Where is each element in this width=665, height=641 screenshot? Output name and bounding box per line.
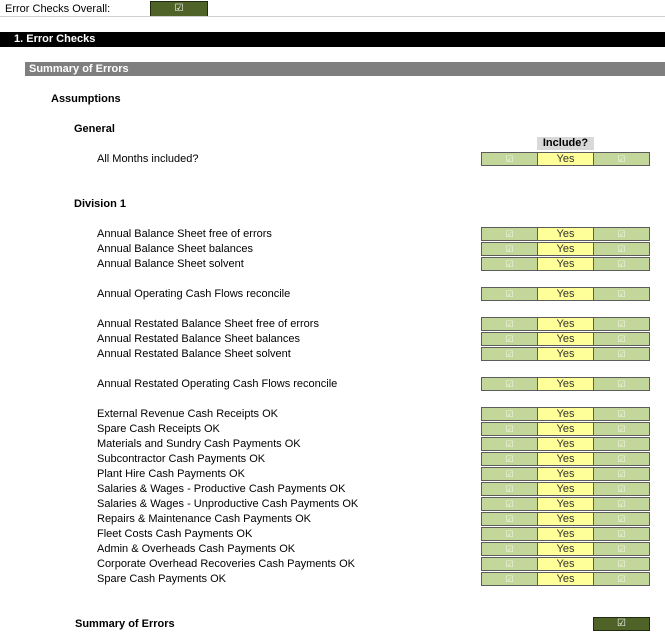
include-select[interactable]: Yes <box>537 317 594 331</box>
check-status-icon: ☑ <box>481 287 538 301</box>
divider <box>0 16 665 17</box>
include-select[interactable]: Yes <box>537 287 594 301</box>
check-status-icon: ☑ <box>481 347 538 361</box>
check-status-icon: ☑ <box>481 257 538 271</box>
check-row-label: Annual Balance Sheet balances <box>97 243 253 255</box>
check-row-label: Spare Cash Payments OK <box>97 573 227 585</box>
include-select[interactable]: Yes <box>537 407 594 421</box>
include-select[interactable]: Yes <box>537 557 594 571</box>
include-select[interactable]: Yes <box>537 497 594 511</box>
check-row-label: Spare Cash Receipts OK <box>97 423 220 435</box>
check-status-icon: ☑ <box>481 407 538 421</box>
include-select[interactable]: Yes <box>537 467 594 481</box>
include-select[interactable]: Yes <box>537 227 594 241</box>
check-row-label: Annual Balance Sheet solvent <box>97 258 244 270</box>
include-select[interactable]: Yes <box>537 377 594 391</box>
include-select[interactable]: Yes <box>537 527 594 541</box>
check-row-label: Salaries & Wages - Unproductive Cash Payments OK <box>97 498 359 510</box>
check-row-label: Subcontractor Cash Payments OK <box>97 453 266 465</box>
check-row-label: Materials and Sundry Cash Payments OK <box>97 438 301 450</box>
include-select[interactable]: Yes <box>537 452 594 466</box>
check-row-label: Annual Restated Balance Sheet solvent <box>97 348 291 360</box>
result-status-icon: ☑ <box>593 452 650 466</box>
check-status-icon: ☑ <box>481 557 538 571</box>
result-status-icon: ☑ <box>593 527 650 541</box>
assumptions-heading: Assumptions <box>51 93 121 105</box>
result-status-icon: ☑ <box>593 437 650 451</box>
check-status-icon: ☑ <box>481 572 538 586</box>
result-status-icon: ☑ <box>593 512 650 526</box>
check-status-icon: ☑ <box>481 227 538 241</box>
result-status-icon: ☑ <box>593 572 650 586</box>
check-status-icon: ☑ <box>481 512 538 526</box>
result-status-icon: ☑ <box>593 407 650 421</box>
summary-of-errors-bar: Summary of Errors <box>25 62 665 76</box>
result-status-icon: ☑ <box>593 227 650 241</box>
check-status-icon: ☑ <box>481 452 538 466</box>
summary-checkbox-checked-icon[interactable]: ☑ <box>593 617 650 631</box>
include-select[interactable]: Yes <box>537 332 594 346</box>
check-status-icon: ☑ <box>481 482 538 496</box>
result-status-icon: ☑ <box>593 422 650 436</box>
check-status-icon: ☑ <box>481 332 538 346</box>
result-status-icon: ☑ <box>593 542 650 556</box>
check-status-icon: ☑ <box>481 542 538 556</box>
result-status-icon: ☑ <box>593 347 650 361</box>
check-status-icon: ☑ <box>481 152 538 166</box>
check-row-label: Annual Balance Sheet free of errors <box>97 228 272 240</box>
check-row-label: External Revenue Cash Receipts OK <box>97 408 278 420</box>
section-header-error-checks: 1. Error Checks <box>0 32 665 47</box>
checkbox-checked-icon[interactable]: ☑ <box>150 1 208 17</box>
check-status-icon: ☑ <box>481 422 538 436</box>
check-row-label: Plant Hire Cash Payments OK <box>97 468 245 480</box>
result-status-icon: ☑ <box>593 257 650 271</box>
result-status-icon: ☑ <box>593 482 650 496</box>
result-status-icon: ☑ <box>593 377 650 391</box>
result-status-icon: ☑ <box>593 242 650 256</box>
check-status-icon: ☑ <box>481 317 538 331</box>
check-status-icon: ☑ <box>481 377 538 391</box>
result-status-icon: ☑ <box>593 557 650 571</box>
check-row-label: All Months included? <box>97 153 199 165</box>
result-status-icon: ☑ <box>593 287 650 301</box>
include-select[interactable]: Yes <box>537 422 594 436</box>
check-status-icon: ☑ <box>481 497 538 511</box>
result-status-icon: ☑ <box>593 152 650 166</box>
check-row-label: Admin & Overheads Cash Payments OK <box>97 543 296 555</box>
check-row-label: Annual Restated Operating Cash Flows reconcile <box>97 378 338 390</box>
include-column-header: Include? <box>537 137 594 150</box>
check-row-label: Corporate Overhead Recoveries Cash Payments OK <box>97 558 356 570</box>
include-select[interactable]: Yes <box>537 482 594 496</box>
general-heading: General <box>74 123 115 135</box>
check-row-label: Annual Restated Balance Sheet free of errors <box>97 318 319 330</box>
include-select[interactable]: Yes <box>537 572 594 586</box>
include-select[interactable]: Yes <box>537 242 594 256</box>
check-row-label: Fleet Costs Cash Payments OK <box>97 528 253 540</box>
check-row-label: Annual Restated Balance Sheet balances <box>97 333 301 345</box>
check-status-icon: ☑ <box>481 437 538 451</box>
result-status-icon: ☑ <box>593 332 650 346</box>
include-select[interactable]: Yes <box>537 347 594 361</box>
result-status-icon: ☑ <box>593 467 650 481</box>
error-checks-overall-label: Error Checks Overall: <box>5 3 111 15</box>
check-status-icon: ☑ <box>481 527 538 541</box>
division-1-heading: Division 1 <box>74 198 126 210</box>
check-row-label: Salaries & Wages - Productive Cash Payments OK <box>97 483 346 495</box>
include-select[interactable]: Yes <box>537 437 594 451</box>
include-select[interactable]: Yes <box>537 542 594 556</box>
check-status-icon: ☑ <box>481 467 538 481</box>
summary-of-errors-heading: Summary of Errors <box>75 618 175 630</box>
result-status-icon: ☑ <box>593 497 650 511</box>
check-status-icon: ☑ <box>481 242 538 256</box>
check-row-label: Repairs & Maintenance Cash Payments OK <box>97 513 311 525</box>
result-status-icon: ☑ <box>593 317 650 331</box>
include-select[interactable]: Yes <box>537 512 594 526</box>
include-select[interactable]: Yes <box>537 152 594 166</box>
include-select[interactable]: Yes <box>537 257 594 271</box>
check-row-label: Annual Operating Cash Flows reconcile <box>97 288 291 300</box>
